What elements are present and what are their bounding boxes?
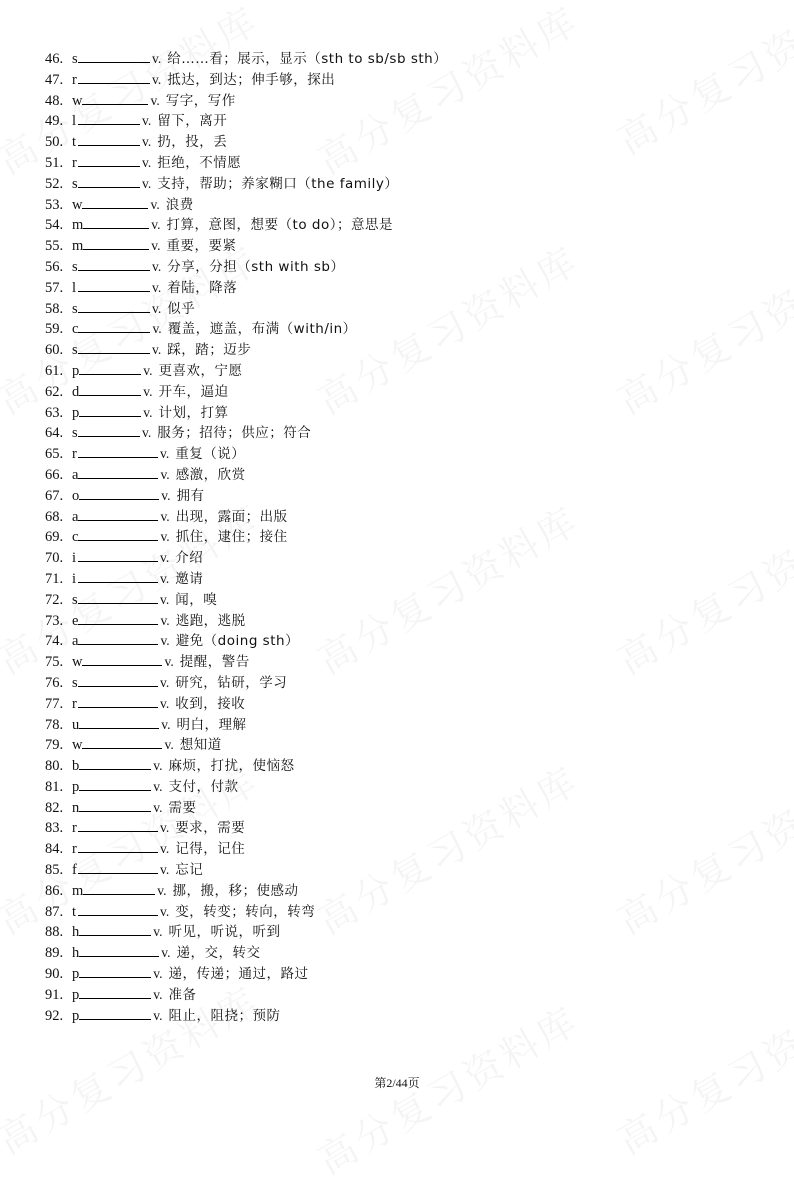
answer-blank[interactable] [78,110,140,125]
answer-blank[interactable] [79,797,151,812]
item-number: 56. [45,258,64,275]
answer-blank[interactable] [79,921,151,936]
answer-blank[interactable] [78,693,158,708]
initial-letter: r [72,446,77,463]
part-of-speech: v. [152,51,162,66]
item-number: 50. [45,134,64,151]
part-of-speech: v. [164,654,174,670]
item-number: 68. [45,508,64,525]
answer-blank[interactable] [79,963,151,978]
answer-blank[interactable] [83,214,149,229]
meaning-text: 计划，打算 [158,404,229,421]
vocab-item [45,90,745,111]
initial-letter: m [72,238,84,255]
item-number: 81. [45,778,64,795]
answer-blank[interactable] [79,714,159,729]
initial-letter: f [72,862,77,879]
vocab-item [45,506,745,527]
answer-blank[interactable] [78,526,158,541]
meaning-text: 着陆，降落 [167,279,238,296]
part-of-speech: v. [153,966,163,982]
meaning-text: 似乎 [167,300,196,317]
vocab-item [45,48,745,69]
part-of-speech: v. [152,258,162,274]
vocab-item [45,984,745,1005]
initial-letter: s [72,342,78,359]
meaning-text: 递，交，转交 [176,945,261,962]
answer-blank[interactable] [79,360,141,375]
initial-letter: m [72,882,84,899]
item-number: 55. [45,238,64,255]
vocab-item [45,422,745,443]
answer-blank[interactable] [78,48,150,63]
answer-blank[interactable] [78,838,158,853]
part-of-speech: v. [143,362,153,378]
initial-letter: l [72,279,77,296]
meaning-text: 分享，分担（sth with sb） [167,258,345,275]
initial-letter: u [72,716,80,733]
meaning-text: 变，转变；转向，转弯 [175,903,316,920]
part-of-speech: v. [160,529,170,545]
part-of-speech: v. [160,820,170,836]
meaning-text: 提醒，警告 [179,654,250,671]
part-of-speech: v. [153,1007,163,1023]
answer-blank[interactable] [82,90,148,105]
initial-letter: c [72,321,79,338]
item-number: 79. [45,737,64,754]
vocab-item [45,921,745,942]
item-number: 77. [45,695,64,712]
part-of-speech: v. [151,217,161,233]
vocab-item [45,485,745,506]
vocab-item [45,194,745,215]
part-of-speech: v. [151,238,161,254]
part-of-speech: v. [143,404,153,420]
meaning-text: 服务；招待；供应；符合 [157,425,312,442]
answer-blank[interactable] [79,776,151,791]
answer-blank[interactable] [78,339,150,354]
item-number: 58. [45,300,64,317]
vocab-item [45,339,745,360]
meaning-text: 踩，踏；迈步 [167,342,252,359]
part-of-speech: v. [161,945,171,961]
meaning-text: 拒绝，不情愿 [157,154,242,171]
meaning-text: 避免（doing sth） [175,633,300,650]
initial-letter: m [72,217,84,234]
answer-blank[interactable] [79,485,159,500]
meaning-text: 准备 [168,986,197,1003]
initial-letter: l [72,113,77,130]
part-of-speech: v. [157,882,167,898]
vocab-item [45,797,745,818]
initial-letter: e [72,612,79,629]
meaning-text: 给……看；展示，显示（sth to sb/sb sth） [167,51,448,67]
part-of-speech: v. [160,695,170,711]
meaning-text: 介绍 [175,550,204,567]
item-number: 57. [45,279,64,296]
vocab-item [45,235,745,256]
meaning-text: 想知道 [179,737,222,754]
answer-blank[interactable] [78,817,158,832]
answer-blank[interactable] [78,464,158,479]
initial-letter: r [72,820,77,837]
vocab-item [45,547,745,568]
vocab-item [45,277,745,298]
vocab-item [45,901,745,922]
page-number: 第2/44页 [374,1076,420,1090]
item-number: 65. [45,446,64,463]
initial-letter: w [72,737,83,754]
item-number: 70. [45,550,64,567]
item-number: 76. [45,674,64,691]
answer-blank[interactable] [79,984,151,999]
meaning-text: 重要，要紧 [166,238,237,255]
answer-blank[interactable] [78,506,158,521]
answer-blank[interactable] [82,651,162,666]
vocab-item [45,963,745,984]
part-of-speech: v. [160,674,170,690]
item-number: 88. [45,924,64,941]
part-of-speech: v. [143,383,153,399]
vocab-item [45,942,745,963]
meaning-text: 收到，接收 [175,695,246,712]
vocab-item [45,610,745,631]
item-number: 72. [45,591,64,608]
part-of-speech: v. [161,487,171,503]
initial-letter: b [72,758,80,775]
part-of-speech: v. [160,862,170,878]
part-of-speech: v. [153,799,163,815]
vocab-item [45,651,745,672]
initial-letter: a [72,508,79,525]
part-of-speech: v. [142,154,152,170]
initial-letter: w [72,654,83,671]
answer-blank[interactable] [78,256,150,271]
answer-blank[interactable] [78,443,158,458]
initial-letter: p [72,986,80,1003]
answer-blank[interactable] [78,152,140,167]
meaning-text: 闻，嗅 [175,591,218,608]
item-number: 89. [45,945,64,962]
answer-blank[interactable] [79,402,141,417]
vocab-item [45,859,745,880]
part-of-speech: v. [160,446,170,462]
item-number: 78. [45,716,64,733]
part-of-speech: v. [160,841,170,857]
vocab-item [45,360,745,381]
initial-letter: s [72,175,78,192]
meaning-text: 记得，记住 [175,841,246,858]
answer-blank[interactable] [78,69,150,84]
part-of-speech: v. [152,321,162,337]
answer-blank[interactable] [83,880,155,895]
answer-blank[interactable] [78,859,158,874]
answer-blank[interactable] [79,942,159,957]
item-number: 80. [45,758,64,775]
item-number: 61. [45,362,64,379]
item-number: 62. [45,383,64,400]
part-of-speech: v. [160,550,170,566]
initial-letter: p [72,362,80,379]
part-of-speech: v. [161,716,171,732]
vocab-item [45,693,745,714]
part-of-speech: v. [160,612,170,628]
part-of-speech: v. [160,903,170,919]
item-number: 75. [45,654,64,671]
part-of-speech: v. [142,425,152,441]
part-of-speech: v. [150,196,160,212]
item-number: 52. [45,175,64,192]
answer-blank[interactable] [78,298,150,313]
answer-blank[interactable] [78,318,150,333]
initial-letter: n [72,799,80,816]
meaning-text: 递，传递；通过，路过 [168,966,309,983]
answer-blank[interactable] [79,1005,151,1020]
answer-blank[interactable] [79,381,141,396]
part-of-speech: v. [153,758,163,774]
part-of-speech: v. [160,508,170,524]
vocab-item [45,755,745,776]
item-number: 83. [45,820,64,837]
initial-letter: r [72,71,77,88]
vocab-item [45,734,745,755]
vocab-item [45,402,745,423]
initial-letter: w [72,196,83,213]
meaning-text: 扔，投，丢 [157,134,228,151]
item-number: 46. [45,51,64,67]
vocab-item [45,589,745,610]
part-of-speech: v. [152,71,162,87]
answer-blank[interactable] [78,630,158,645]
part-of-speech: v. [142,134,152,150]
part-of-speech: v. [150,92,160,108]
initial-letter: p [72,404,80,421]
initial-letter: c [72,529,79,546]
part-of-speech: v. [164,737,174,753]
meaning-text: 麻烦，打扰，使恼怒 [168,758,295,775]
initial-letter: i [72,570,77,587]
vocab-item [45,443,745,464]
meaning-text: 浪费 [165,196,194,213]
meaning-text: 抓住，逮住；接住 [175,529,288,546]
item-number: 82. [45,799,64,816]
initial-letter: d [72,383,80,400]
meaning-text: 留下，离开 [157,113,228,130]
meaning-text: 阻止，阻挠；预防 [168,1007,281,1024]
meaning-text: 打算，意图，想要（to do）；意思是 [166,217,393,234]
answer-blank[interactable] [78,547,158,562]
item-number: 49. [45,113,64,130]
meaning-text: 研究，钻研，学习 [175,674,288,691]
initial-letter: a [72,633,79,650]
item-number: 84. [45,841,64,858]
initial-letter: s [72,591,78,608]
meaning-text: 逃跑，逃脱 [175,612,246,629]
vocab-item [45,256,745,277]
meaning-text: 支持，帮助；养家糊口（the family） [157,175,399,192]
item-number: 51. [45,154,64,171]
part-of-speech: v. [142,113,152,129]
vocab-item [45,318,745,339]
item-number: 74. [45,633,64,650]
vocabulary-list [45,48,745,1025]
initial-letter: p [72,1007,80,1024]
meaning-text: 挪，搬，移；使感动 [172,882,299,899]
vocab-item [45,69,745,90]
meaning-text: 覆盖，遮盖，布满（with/in） [167,321,357,338]
item-number: 47. [45,71,64,88]
item-number: 87. [45,903,64,920]
initial-letter: r [72,695,77,712]
initial-letter: t [72,903,77,920]
item-number: 59. [45,321,64,338]
part-of-speech: v. [160,570,170,586]
initial-letter: h [72,945,80,962]
meaning-text: 明白，理解 [176,716,247,733]
initial-letter: r [72,154,77,171]
part-of-speech: v. [152,300,162,316]
answer-blank[interactable] [78,610,158,625]
vocab-item [45,298,745,319]
initial-letter: p [72,778,80,795]
vocab-item [45,1005,745,1026]
meaning-text: 要求，需要 [175,820,246,837]
initial-letter: w [72,92,83,109]
answer-blank[interactable] [78,589,158,604]
item-number: 91. [45,986,64,1003]
answer-blank[interactable] [82,194,148,209]
meaning-text: 忘记 [175,862,204,879]
vocab-item [45,672,745,693]
meaning-text: 抵达，到达；伸手够，探出 [167,71,336,88]
item-number: 71. [45,570,64,587]
vocab-item [45,464,745,485]
item-number: 86. [45,882,64,899]
initial-letter: s [72,425,78,442]
initial-letter: h [72,924,80,941]
vocab-item [45,776,745,797]
answer-blank[interactable] [79,755,151,770]
meaning-text: 拥有 [176,487,205,504]
answer-blank[interactable] [78,422,140,437]
answer-blank[interactable] [78,131,140,146]
vocab-item [45,630,745,651]
meaning-text: 感激，欣赏 [175,466,246,483]
item-number: 67. [45,487,64,504]
answer-blank[interactable] [78,277,150,292]
item-number: 92. [45,1007,64,1024]
item-number: 63. [45,404,64,421]
item-number: 66. [45,466,64,483]
answer-blank[interactable] [78,901,158,916]
vocab-item [45,880,745,901]
initial-letter: s [72,258,78,275]
meaning-text: 开车，逼迫 [158,383,229,400]
answer-blank[interactable] [83,235,149,250]
part-of-speech: v. [153,778,163,794]
initial-letter: s [72,51,78,67]
vocab-item [45,381,745,402]
item-number: 48. [45,92,64,109]
part-of-speech: v. [160,633,170,649]
initial-letter: o [72,487,80,504]
part-of-speech: v. [153,924,163,940]
meaning-text: 支付，付款 [168,778,239,795]
vocab-item [45,568,745,589]
initial-letter: s [72,674,78,691]
answer-blank[interactable] [78,173,140,188]
meaning-text: 出现，露面；出版 [175,508,288,525]
part-of-speech: v. [142,175,152,191]
meaning-text: 听见，听说，听到 [168,924,281,941]
part-of-speech: v. [152,279,162,295]
part-of-speech: v. [160,591,170,607]
part-of-speech: v. [160,466,170,482]
vocab-item [45,152,745,173]
meaning-text: 写字，写作 [165,92,236,109]
vocab-item [45,526,745,547]
vocab-item [45,173,745,194]
answer-blank[interactable] [78,568,158,583]
initial-letter: r [72,841,77,858]
item-number: 85. [45,862,64,879]
item-number: 60. [45,342,64,359]
vocab-item [45,131,745,152]
item-number: 90. [45,966,64,983]
initial-letter: a [72,466,79,483]
meaning-text: 邀请 [175,570,204,587]
item-number: 53. [45,196,64,213]
part-of-speech: v. [152,342,162,358]
answer-blank[interactable] [82,734,162,749]
vocab-item [45,817,745,838]
vocab-item [45,110,745,131]
initial-letter: s [72,300,78,317]
vocab-item [45,214,745,235]
meaning-text: 重复（说） [175,446,246,463]
item-number: 54. [45,217,64,234]
item-number: 64. [45,425,64,442]
item-number: 73. [45,612,64,629]
initial-letter: t [72,134,77,151]
meaning-text: 需要 [168,799,197,816]
vocab-item [45,838,745,859]
meaning-text: 更喜欢，宁愿 [158,362,243,379]
part-of-speech: v. [153,986,163,1002]
initial-letter: p [72,966,80,983]
vocab-item [45,714,745,735]
item-number: 69. [45,529,64,546]
answer-blank[interactable] [78,672,158,687]
initial-letter: i [72,550,77,567]
